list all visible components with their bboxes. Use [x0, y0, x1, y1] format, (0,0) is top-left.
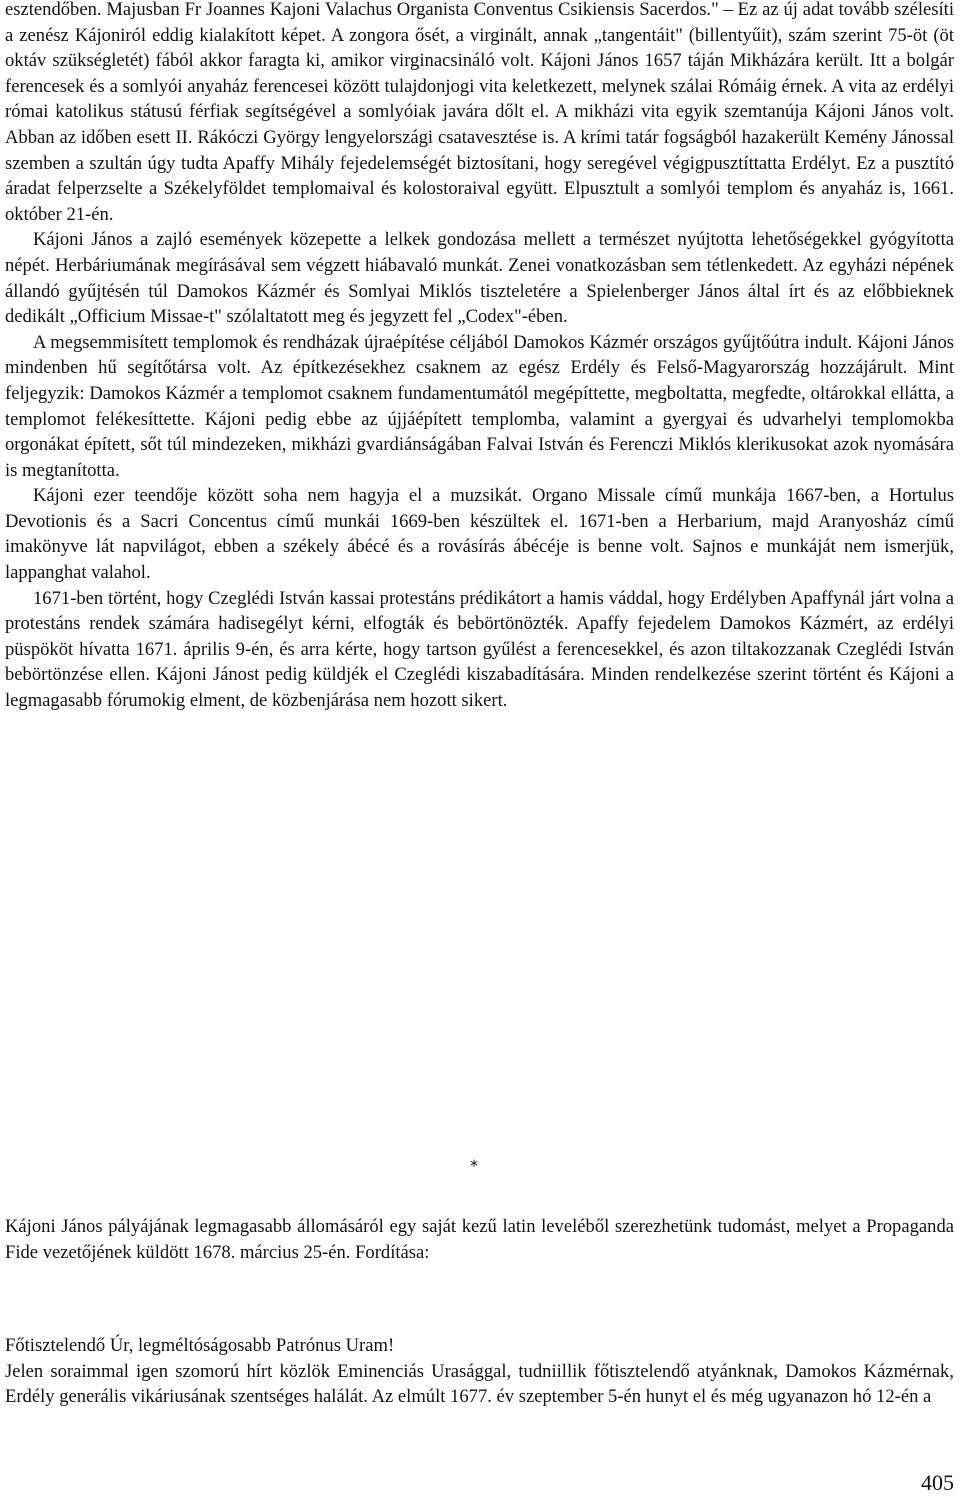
paragraph-5: 1671-ben történt, hogy Czeglédi István kassai protestáns prédikátort a hamis váddal, hogy Erdélyben Apaffynál járt volna a protestáns rendek számára hadisegélyt kérni, elfogták és bebörtönözték. Apaffy fejedelem Damokos Kázmért, az erdélyi püspököt hívatta 1671. április 9-én, és arra kérte, hogy tartson gyűlést a ferencesekkel, és azon tiltakozzanak Czeglédi István bebörtönzése ellen. Kájoni Jánost pedig küldjék el Czeglédi kiszabadítására. Minden rendelkezése szerint történt és Kájoni a legmagasabb fórumokig elment, de közbenjárása nem hozott sikert.	[5, 587, 954, 712]
section-separator: *	[470, 1156, 478, 1175]
paragraph-3: A megsemmisített templomok és rendházak újraépítése céljából Damokos Kázmér országos gyűjtőútra indult. Kájoni János mindenben hű segítőtársa volt. Az építkezésekhez csaknem az egész Erdély és Felső-Magyarország hozzájárult. Mint feljegyzik: Damokos Kázmér a templomot csaknem fundamentumától megépíttette, megboltatta, megfedte, oltárokkal ellátta, a templomot felékesíttette. Kájoni pedig ebbe az újjáépített templomba, valamint a gyergyai és udvarhelyi templomokba orgonákat épített, sőt túl mindezeken, mikházi gvardiánságában Falvai István és Ferenczi Miklós klerikusokat azok nyomására is megtanította.	[5, 331, 954, 481]
paragraph-4: Kájoni ezer teendője között soha nem hagyja el a muzsikát. Organo Missale című munkája 1667-ben, a Hortulus Devotionis és a Sacri Concentus című munkái 1669-ben készültek el. 1671-ben a Herbarium, majd Aranyosház című imakönyve lát napvilágot, ebben a székely ábécé és a rovásírás ábécéje is benne volt. Sajnos e munkáját nem ismerjük, lappanghat valahol.	[5, 485, 954, 584]
paragraph-2: Kájoni János a zajló események közepette a lelkek gondozása mellett a természet nyújtotta lehetőségekkel gyógyította népét. Herbáriumának megírásával sem végzett hiábavaló munkát. Zenei vonatkozásban sem tétlenkedett. Az egyházi népének állandó gyűjtésén túl Damokos Kázmér és Somlyai Miklós tiszteletére a Spielenberger János által írt és az előbbieknek dedikált „Officium Missae-t" szólaltatott meg és jegyzett fel „Codex"-ében.	[5, 229, 954, 328]
letter-body: Jelen soraimmal igen szomorú hírt közlök Eminenciás Urasággal, tudniillik főtisztelendő atyánknak, Damokos Kázmérnak, Erdély generális vikáriusának szentséges halálát. Az elmúlt 1677. év szeptember 5-én hunyt el és még ugyanazon hó 12-én a	[5, 1360, 954, 1408]
intro-paragraph: Kájoni János pályájának legmagasabb állomásáról egy saját kezű latin leveléből szerezhetünk tudomást, melyet a Propaganda Fide vezetőjének küldött 1678. március 25-én. Fordítása:	[5, 1216, 954, 1263]
main-text	[5, 0, 954, 714]
letter-text	[5, 1333, 954, 1410]
intro-text	[5, 1214, 954, 1265]
page-number: 405	[921, 1470, 954, 1495]
paragraph-1: esztendőben. Majusban Fr Joannes Kajoni Valachus Organista Conventus Csikiensis Sacerdos." – Ez az új adat tovább szélesíti a zenész Kájoniról eddig kialakított képet. A zongora ősét, a virginált, annak „tangentáit" (billentyűit), szám szerint 75-öt (öt oktáv szükségletét) fából akkor faragta ki, amikor virginacsináló volt. Kájoni János 1657 táján Mikházára került. Itt a bolgár ferencesek és a somlyói anyaház ferencesei között tulajdonjogi vita keletkezett, melynek szálai Rómáig érnek. A vita az erdélyi római katolikus státusú férfiak segítségével a somlyóiak javára dőlt el. A mikházi vita egyik szemtanúja Kájoni János volt. Abban az időben esett II. Rákóczi György lengyelországi csatavesztése is. A krími tatár fogságból hazakerült Kemény Jánossal szemben a szultán úgy tudta Apaffy Mihály fejedelemségét biztosítani, hogy seregével végigpusztíttatta Erdélyt. Ez a pusztító áradat felperzselte a Székelyföldet templomaival és kolostoraival együtt. Elpusztult a somlyói templom és anyaház is, 1661. október 21-én.	[5, 0, 954, 225]
letter-salutation: Főtisztelendő Úr, legméltóságosabb Patrónus Uram!	[5, 1335, 395, 1356]
